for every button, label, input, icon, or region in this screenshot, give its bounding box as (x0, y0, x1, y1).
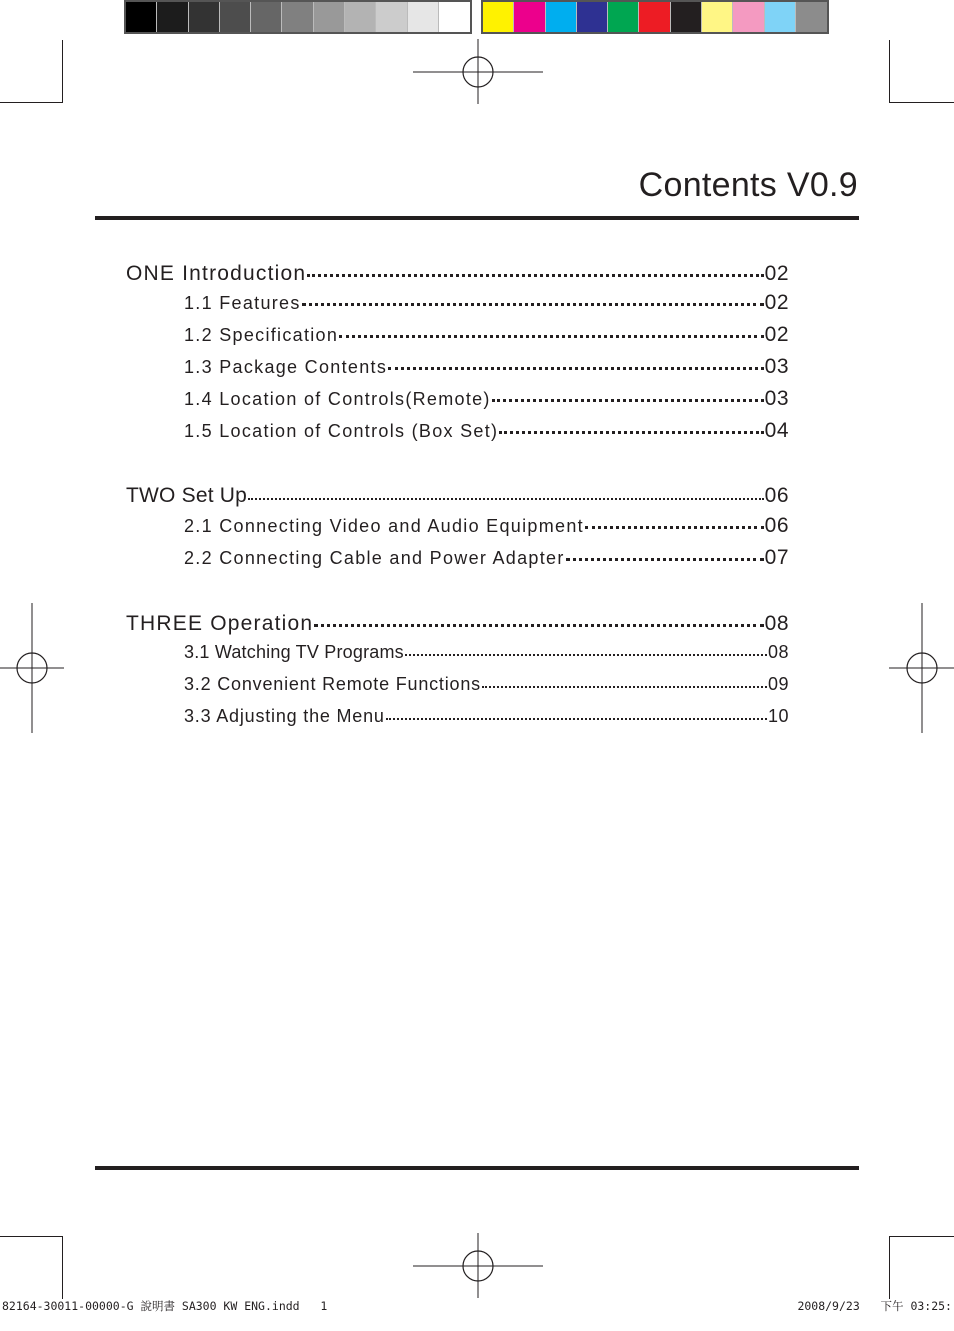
toc-entry-label: ONE Introduction (126, 262, 307, 285)
toc-entry-page: 08 (764, 612, 789, 635)
toc-entry-page: 03 (764, 355, 789, 378)
toc-entry-page: 04 (764, 419, 789, 442)
toc-entry-label: 3.1 Watching TV Programs (184, 642, 404, 662)
grayscale-swatch (251, 2, 282, 32)
toc-entry-page: 02 (764, 323, 789, 346)
print-slug-timestamp: 2008/9/23 下午 03:25: (797, 1299, 952, 1313)
toc-entry-label: 2.2 Connecting Cable and Power Adapter (184, 548, 565, 568)
toc-entry-label: 1.5 Location of Controls (Box Set) (184, 421, 499, 441)
toc-entry-label: 2.1 Connecting Video and Audio Equipment (184, 516, 584, 536)
grayscale-swatch (345, 2, 376, 32)
crop-mark-bottom-right-horizontal (889, 1236, 954, 1237)
toc-entry-page: 02 (764, 262, 789, 285)
toc-entry-specification[interactable] (184, 320, 789, 347)
toc-entry-connecting-cable-power[interactable] (184, 543, 789, 570)
toc-entry-one-introduction[interactable] (126, 256, 789, 286)
toc-entry-location-of-controls-box-set[interactable] (184, 416, 789, 443)
process-color-swatch (671, 2, 702, 32)
crop-mark-bottom-left-horizontal (0, 1236, 63, 1237)
process-color-swatch (639, 2, 670, 32)
toc-entry-package-contents[interactable] (184, 352, 789, 379)
grayscale-swatch (282, 2, 313, 32)
toc-leader-dots (314, 606, 763, 627)
crop-mark-bottom-right-vertical (889, 1236, 890, 1299)
toc-entry-adjusting-menu[interactable] (184, 702, 789, 727)
process-color-swatch (765, 2, 796, 32)
toc-leader-dots (307, 256, 763, 277)
process-color-swatch (733, 2, 764, 32)
grayscale-swatch (220, 2, 251, 32)
crop-mark-bottom-left-vertical (62, 1236, 63, 1299)
crop-mark-top-right-horizontal (889, 102, 954, 103)
toc-leader-dots (482, 670, 767, 688)
toc-entry-page: 10 (767, 706, 789, 726)
toc-entry-page: 08 (767, 642, 789, 662)
registration-mark-top (413, 7, 543, 137)
crop-mark-top-right-vertical (889, 40, 890, 103)
process-color-swatch (546, 2, 577, 32)
print-slug-filename: 82164-30011-00000-G 說明書 SA300 KW ENG.indd 1 (2, 1299, 328, 1313)
toc-leader-dots (492, 384, 764, 402)
toc-entry-location-of-controls-remote[interactable] (184, 384, 789, 411)
toc-entry-page: 09 (767, 674, 789, 694)
toc-leader-dots (566, 543, 764, 561)
toc-entry-watching-tv[interactable] (184, 638, 789, 663)
toc-entry-label: THREE Operation (126, 612, 314, 635)
toc-entry-page: 07 (764, 546, 789, 569)
title-rule (95, 216, 859, 220)
registration-mark-bottom (413, 1201, 543, 1331)
process-color-swatch (796, 2, 827, 32)
toc-leader-dots (405, 638, 767, 656)
toc-entry-page: 02 (764, 291, 789, 314)
toc-leader-dots (388, 352, 764, 370)
grayscale-swatch (189, 2, 220, 32)
toc-leader-dots (386, 702, 767, 720)
process-color-swatch (608, 2, 639, 32)
process-color-swatch (702, 2, 733, 32)
toc-entry-label: TWO Set Up (126, 484, 248, 507)
toc-leader-dots (302, 288, 764, 306)
toc-entry-connecting-video-audio[interactable] (184, 511, 789, 538)
toc-entry-page: 06 (764, 484, 789, 507)
toc-entry-label: 3.2 Convenient Remote Functions (184, 674, 481, 694)
process-color-swatch (577, 2, 608, 32)
toc-entry-label: 1.2 Specification (184, 325, 339, 345)
toc-entry-three-operation[interactable] (126, 606, 789, 636)
crop-mark-top-left-vertical (62, 40, 63, 103)
page-title: Contents V0.9 (638, 166, 858, 204)
toc-entry-label: 1.1 Features (184, 293, 301, 313)
grayscale-swatch (157, 2, 188, 32)
toc-leader-dots (339, 320, 763, 338)
toc-entry-features[interactable] (184, 288, 789, 315)
registration-mark-left (0, 603, 97, 733)
footer-rule (95, 1166, 859, 1170)
toc-entry-label: 1.4 Location of Controls(Remote) (184, 389, 491, 409)
toc-entry-page: 06 (764, 514, 789, 537)
registration-mark-right (857, 603, 954, 733)
toc-entry-convenient-remote[interactable] (184, 670, 789, 695)
toc-entry-page: 03 (764, 387, 789, 410)
toc-leader-dots (499, 416, 763, 434)
toc-entry-label: 1.3 Package Contents (184, 357, 388, 377)
toc-entry-two-set-up[interactable] (126, 479, 789, 508)
grayscale-swatch (376, 2, 407, 32)
toc-entry-label: 3.3 Adjusting the Menu (184, 706, 385, 726)
toc-leader-dots (585, 511, 764, 529)
toc-leader-dots (248, 479, 764, 500)
grayscale-swatch (126, 2, 157, 32)
crop-mark-top-left-horizontal (0, 102, 63, 103)
grayscale-swatch (314, 2, 345, 32)
